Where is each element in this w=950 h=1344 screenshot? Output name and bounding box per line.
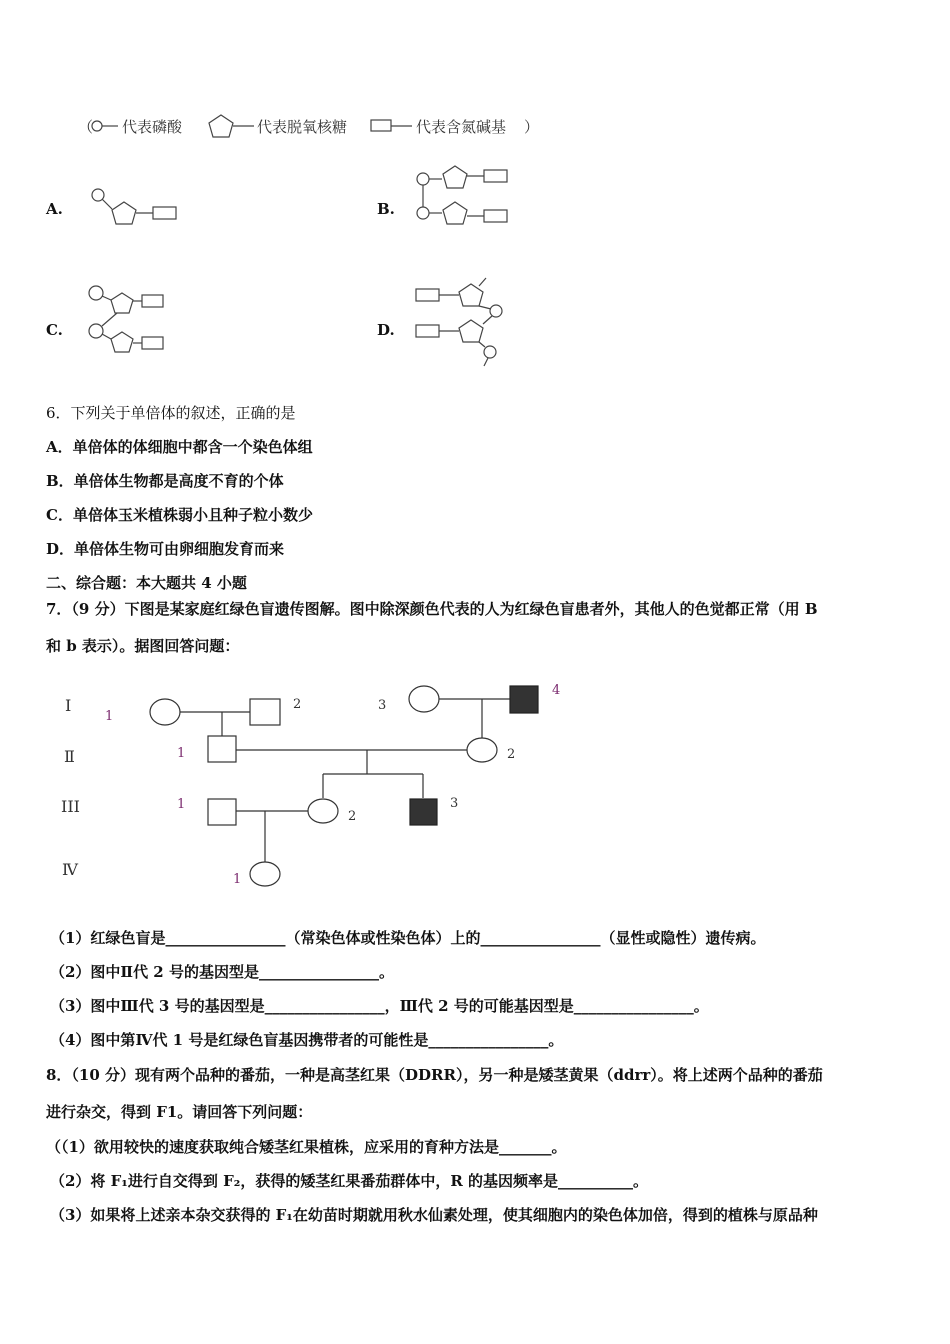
option-a-label: A. <box>46 200 63 218</box>
option-a-diagram <box>88 185 188 235</box>
q7-sub-4: （4）图中第Ⅳ代 1 号是红绿色盲基因携带者的可能性是________________。 <box>50 1031 564 1049</box>
q6-option-c: C．单倍体玉米植株弱小且种子粒小数少 <box>46 506 313 524</box>
generation-label-1: Ⅰ <box>65 696 72 715</box>
q8-stem-line1: 8．（10 分）现有两个品种的番茄，一种是高茎红果（DDRR），另一种是矮茎黄果（ddrr）。将上述两个品种的番茄 <box>46 1066 823 1084</box>
option-c-label: C. <box>46 321 63 339</box>
generation-label-3: III <box>61 797 80 816</box>
option-d-diagram <box>413 276 513 368</box>
q8-stem-line2: 进行杂交，得到 F1。请回答下列问题： <box>46 1103 313 1121</box>
generation-label-4: Ⅳ <box>62 860 78 879</box>
legend <box>78 114 548 140</box>
label-III1: 1 <box>177 797 186 812</box>
option-b-label: B. <box>377 200 395 218</box>
q8-sub-3: （3）如果将上述亲本杂交获得的 F₁在幼苗时期就用秋水仙素处理，使其细胞内的染色体加倍，得到的植株与原品种 <box>50 1206 818 1224</box>
legend-open-paren: （ <box>78 118 94 136</box>
q7-stem-line1: 7．（9 分）下图是某家庭红绿色盲遗传图解。图中除深颜色代表的人为红绿色盲患者外，其他人的色觉都正常（用 B <box>46 600 818 618</box>
label-IV1: 1 <box>233 872 242 887</box>
label-I4: 4 <box>552 683 561 698</box>
q8-sub-1: （（1）欲用较快的速度获取纯合矮茎红果植株，应采用的育种方法是_______。 <box>46 1138 567 1156</box>
section-heading: 二、综合题：本大题共 4 小题 <box>46 574 247 592</box>
q8-sub-2: （2）将 F₁进行自交得到 F₂，获得的矮茎红果番茄群体中，R 的基因频率是__________。 <box>50 1172 649 1190</box>
legend-close-paren: ） <box>524 118 540 136</box>
pedigree-chart <box>40 670 600 900</box>
q6-stem: 6．下列关于单倍体的叙述，正确的是 <box>46 404 296 422</box>
option-b-diagram <box>412 162 522 237</box>
label-II2: 2 <box>507 747 516 762</box>
label-I1: 1 <box>105 709 114 724</box>
q7-sub-3: （3）图中Ⅲ代 3 号的基因型是________________，Ⅲ代 2 号的可能基因型是________________。 <box>50 997 709 1015</box>
q6-option-d: D．单倍体生物可由卵细胞发育而来 <box>46 540 285 558</box>
q7-stem-line2: 和 b 表示）。据图回答问题： <box>46 637 240 655</box>
label-I3: 3 <box>378 698 387 713</box>
generation-label-2: Ⅱ <box>64 747 75 766</box>
q6-option-a: A．单倍体的体细胞中都含一个染色体组 <box>46 438 313 456</box>
pedigree-lines <box>40 670 600 900</box>
label-I2: 2 <box>293 697 302 712</box>
q7-sub-1: （1）红绿色盲是________________（常染色体或性染色体）上的________________（显性或隐性）遗传病。 <box>50 929 766 947</box>
option-d-label: D. <box>377 321 395 339</box>
legend-sugar-text: 代表脱氧核糖 <box>257 118 348 136</box>
label-III2: 2 <box>348 809 357 824</box>
label-III3: 3 <box>450 796 459 811</box>
legend-phosphate-text: 代表磷酸 <box>122 118 183 136</box>
option-c-diagram <box>84 282 174 362</box>
q7-sub-2: （2）图中Ⅱ代 2 号的基因型是________________。 <box>50 963 394 981</box>
q6-option-b: B．单倍体生物都是高度不育的个体 <box>46 472 284 490</box>
legend-base-text: 代表含氮碱基 <box>416 118 507 136</box>
label-II1: 1 <box>177 746 186 761</box>
